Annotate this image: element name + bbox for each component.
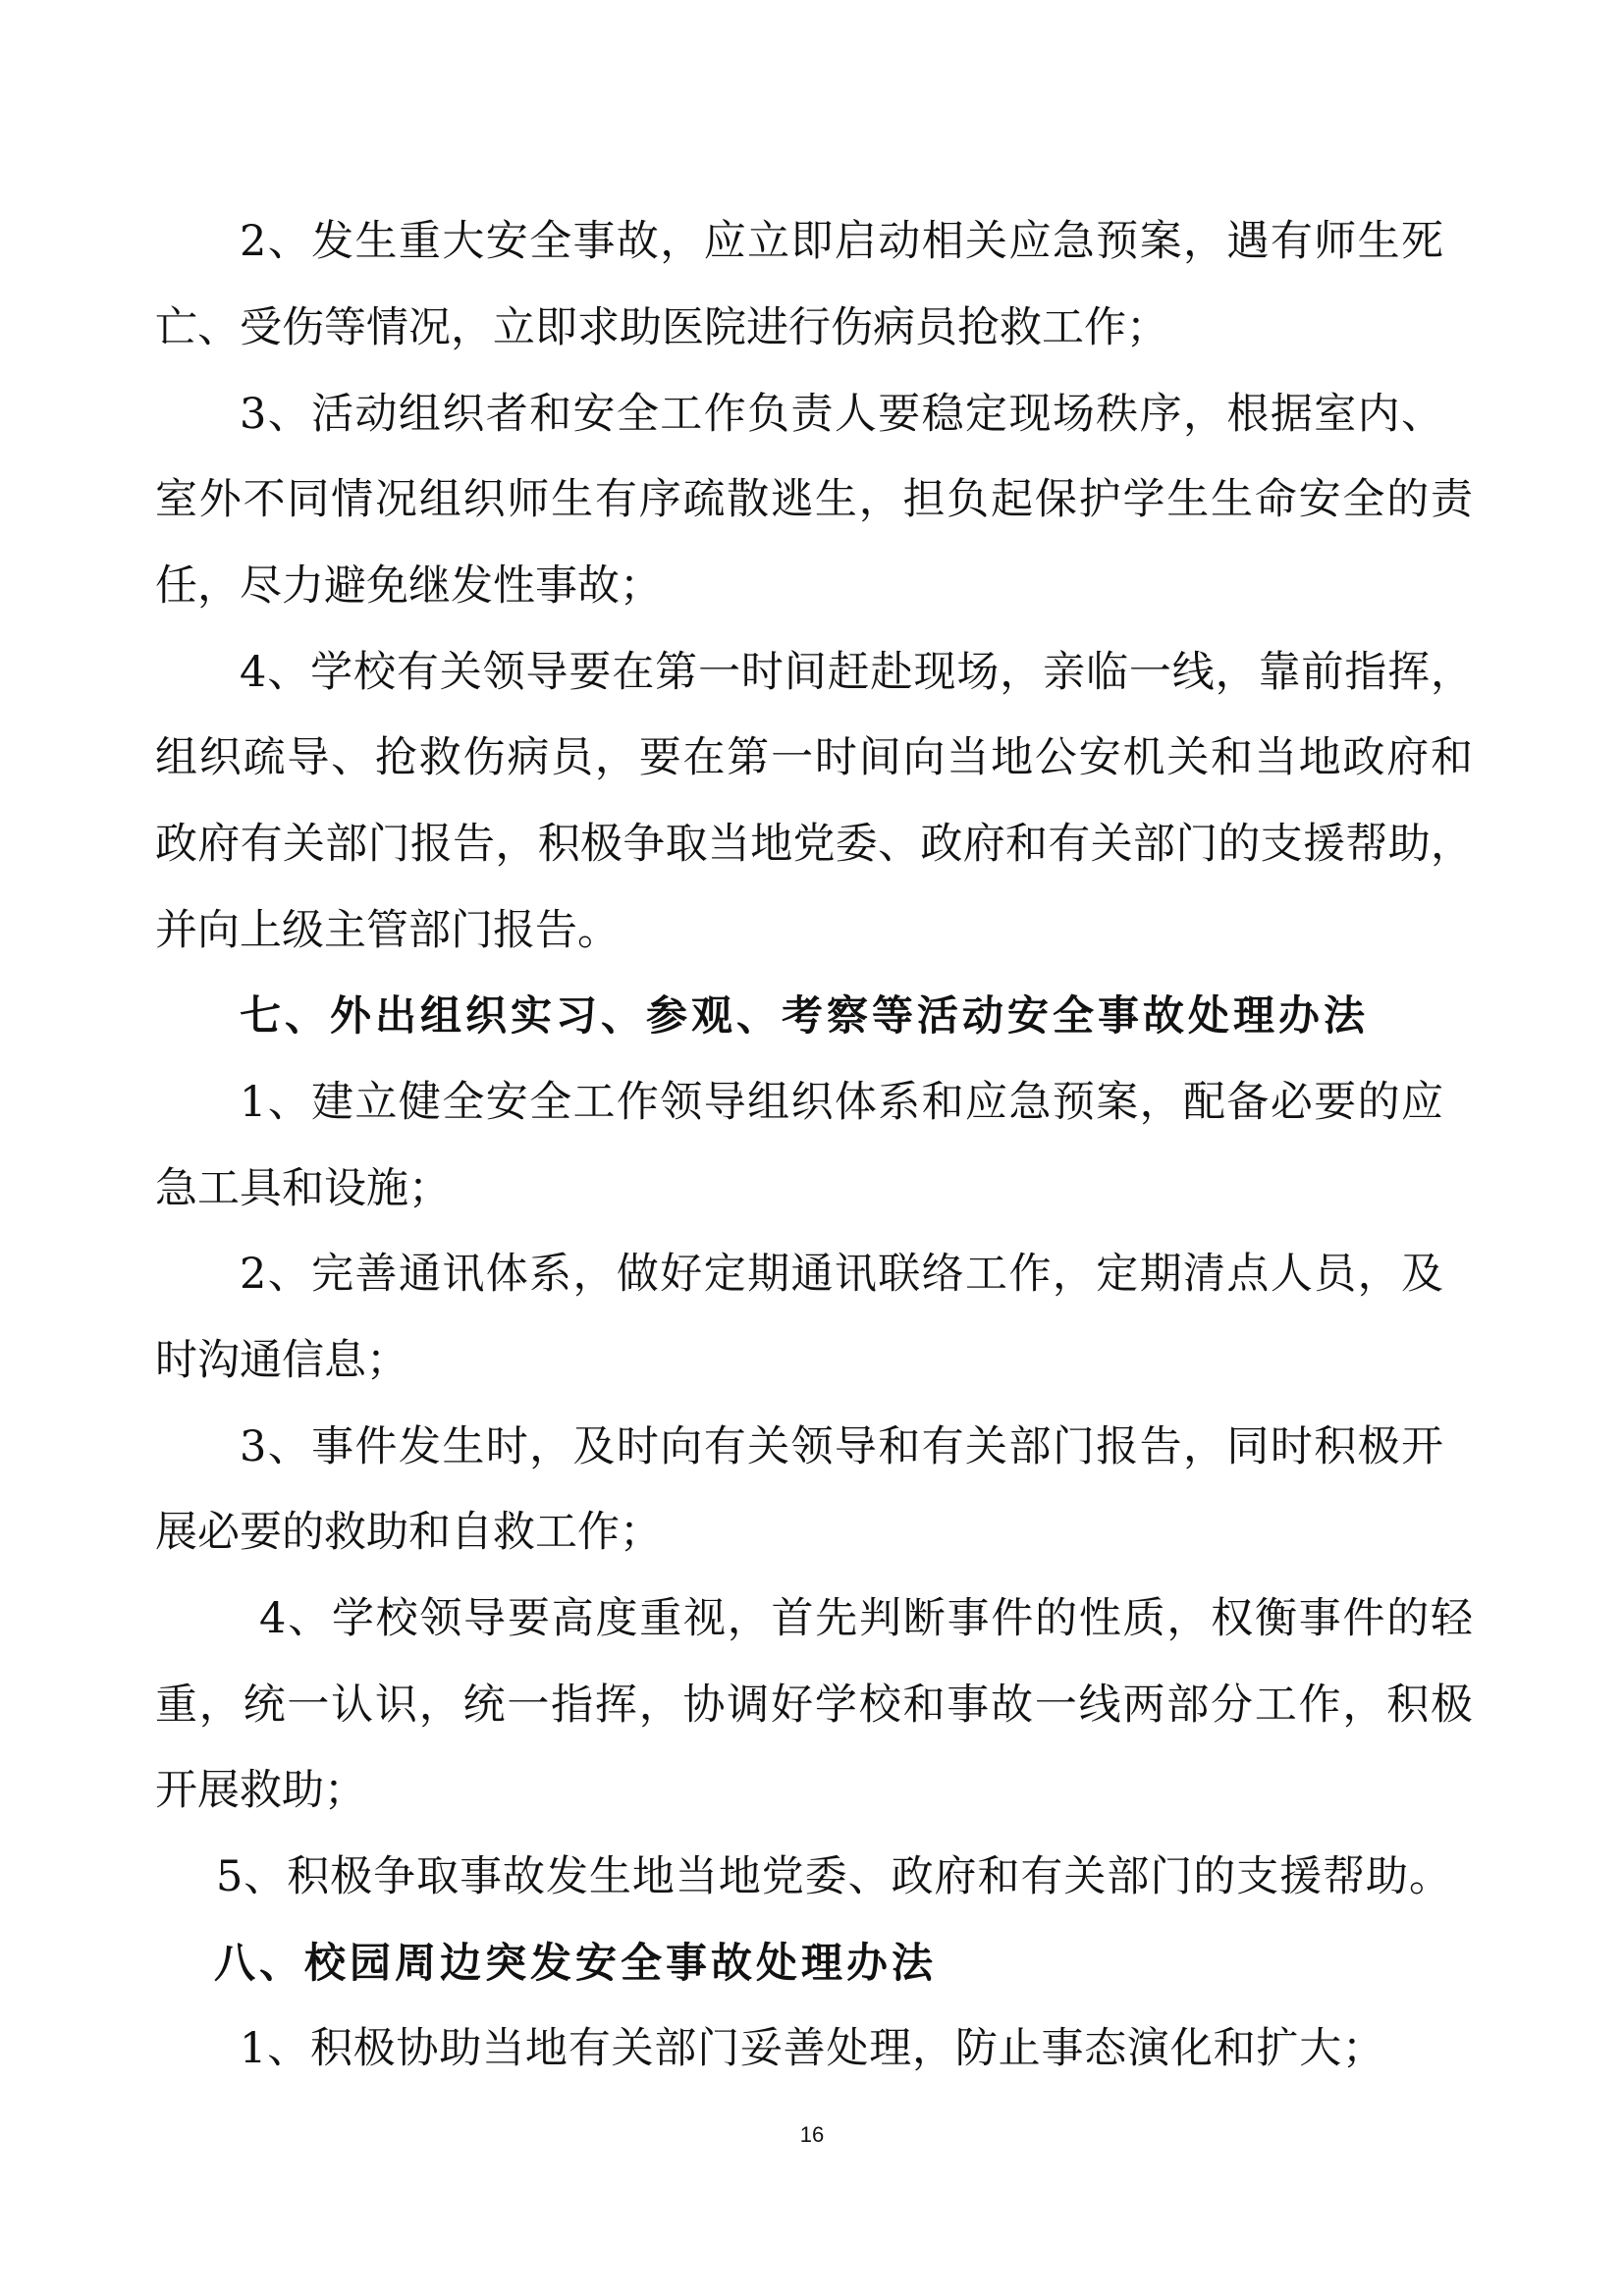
paragraph-line: 任，尽力避免继发性事故；: [155, 561, 662, 611]
paragraph-line: 1、积极协助当地有关部门妥善处理，防止事态演化和扩大；: [240, 2024, 1384, 2073]
paragraph-line: 室外不同情况组织师生有序疏散逃生，担负起保护学生生命安全的责: [155, 475, 1473, 524]
paragraph-line: 4、学校领导要高度重视，首先判断事件的性质，权衡事件的轻: [259, 1594, 1473, 1643]
paragraph-line: 政府有关部门报告，积极争取当地党委、政府和有关部门的支援帮助，: [155, 820, 1473, 869]
paragraph-line: 组织疏导、抢救伤病员，要在第一时间向当地公安机关和当地政府和: [155, 733, 1473, 782]
paragraph-line: 1、建立健全安全工作领导组织体系和应急预案，配备必要的应: [240, 1078, 1443, 1127]
paragraph-line: 5、积极争取事故发生地当地党委、政府和有关部门的支援帮助。: [216, 1852, 1451, 1901]
section-heading: 八、校园周边突发安全事故处理办法: [214, 1939, 938, 1987]
paragraph-line: 2、完善通讯体系，做好定期通讯联络工作，定期清点人员，及: [240, 1250, 1443, 1299]
paragraph-line: 开展救助；: [155, 1766, 366, 1815]
paragraph-line: 并向上级主管部门报告。: [155, 906, 620, 955]
paragraph-line: 亡、受伤等情况，立即求助医院进行伤病员抢救工作；: [155, 303, 1168, 352]
paragraph-line: 3、活动组织者和安全工作负责人要稳定现场秩序，根据室内、: [240, 390, 1443, 439]
paragraph-line: 3、事件发生时，及时向有关领导和有关部门报告，同时积极开: [240, 1422, 1443, 1471]
paragraph-line: 重，统一认识，统一指挥，协调好学校和事故一线两部分工作，积极: [155, 1681, 1473, 1730]
paragraph-line: 展必要的救助和自救工作；: [155, 1508, 662, 1557]
paragraph-line: 时沟通信息；: [155, 1336, 408, 1385]
paragraph-line: 4、学校有关领导要在第一时间赶赴现场，亲临一线，靠前指挥，: [240, 648, 1473, 697]
page-number: 16: [799, 2122, 825, 2147]
paragraph-line: 急工具和设施；: [155, 1164, 451, 1213]
paragraph-line: 2、发生重大安全事故，应立即启动相关应急预案，遇有师生死: [240, 217, 1443, 266]
section-heading: 七、外出组织实习、参观、考察等活动安全事故处理办法: [240, 991, 1370, 1040]
